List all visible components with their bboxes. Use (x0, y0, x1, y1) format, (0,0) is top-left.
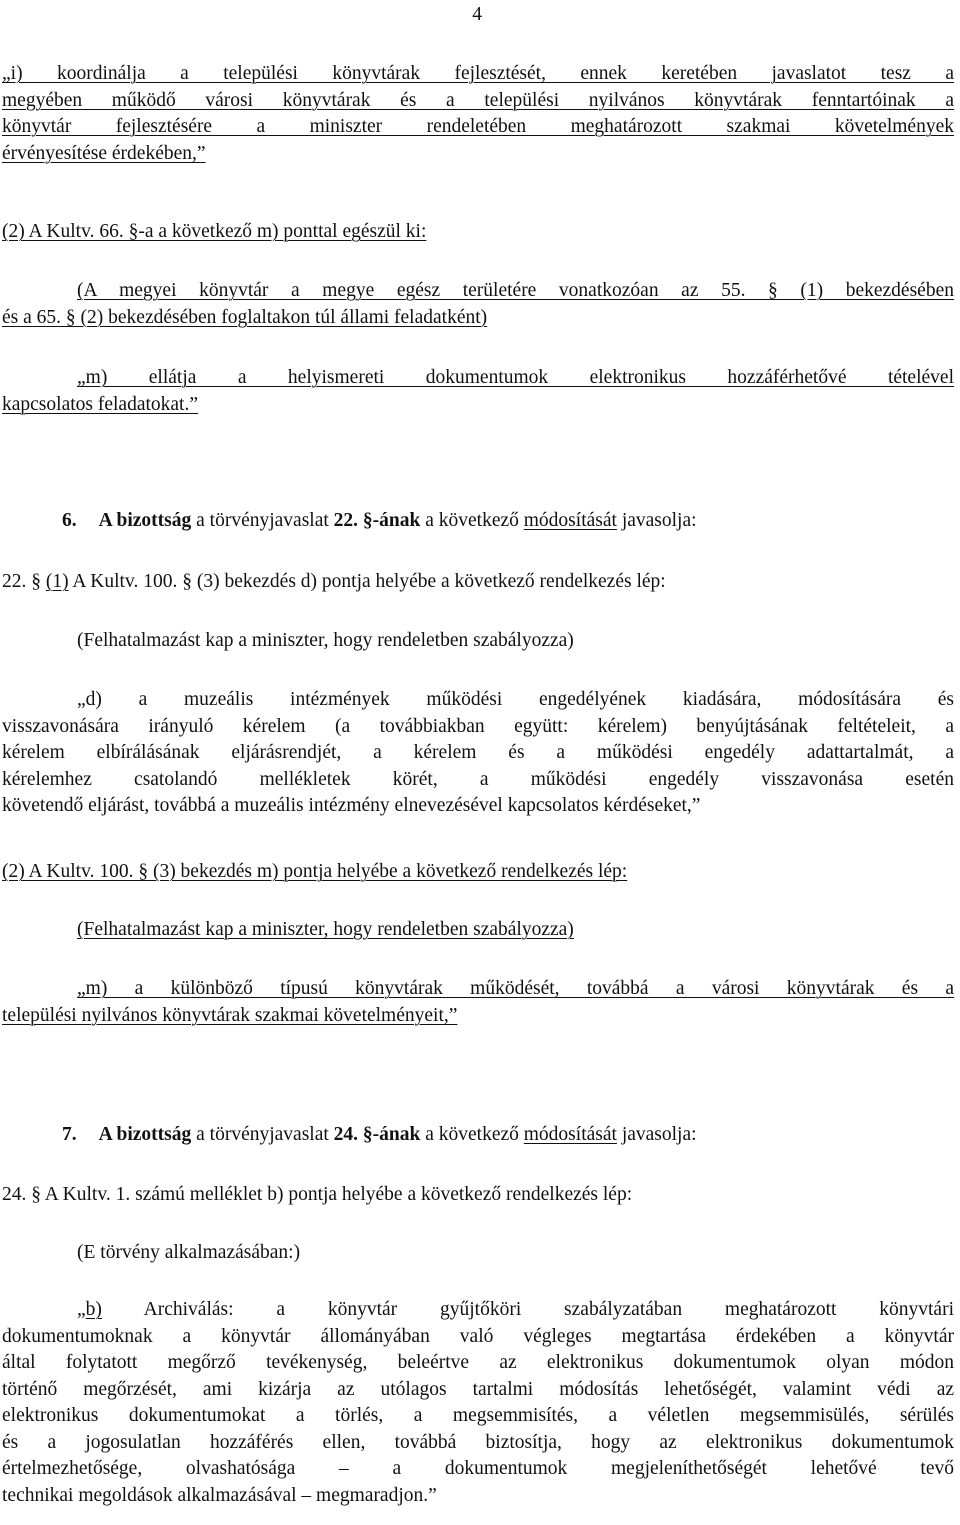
text-line: (2) A Kultv. 66. §-a a következő m) ponttal egészül ki: (2, 221, 427, 242)
item-number: 7. (62, 1124, 77, 1145)
text-line: visszavonására irányuló kérelem (a továbbiakban együtt: kérelem) benyújtásának feltételeit, a (2, 715, 954, 737)
text-line: „m) a különböző típusú könyvtárak működését, továbbá a városi könyvtárak és a (77, 978, 954, 999)
heading-bold: A bizottság (98, 1124, 192, 1145)
text-line: (Felhatalmazást kap a miniszter, hogy rendeletben szabályozza) (77, 630, 574, 651)
text-line: települési nyilvános könyvtárak szakmai követelményeit,” (2, 1004, 458, 1026)
quoted-paragraph-m2 (2, 976, 954, 1029)
text-segment-underlined: (1) (45, 571, 69, 592)
text-segment: 22. § (2, 571, 46, 592)
authorization-context-2 (77, 917, 947, 944)
text-line: „d) a muzeális intézmények működési engedélyének kiadására, módosítására és (77, 689, 954, 710)
text-line: „m) ellátja a helyismereti dokumentumok elektronikus hozzáférhetővé tételével (77, 367, 954, 388)
text-line: és a 65. § (2) bekezdésében foglaltakon túl állami feladatként) (2, 306, 488, 328)
text-line (2, 1297, 954, 1324)
text-segment-underlined: b) (85, 1299, 102, 1320)
heading-text: a következő (420, 1124, 524, 1145)
text-line: kérelemhez csatolandó mellékletek körét, a működési engedély visszavonása esetén (2, 768, 954, 790)
heading-bold: 22. (333, 510, 359, 531)
text-segment: Archiválás: a könyvtár gyűjtőköri szabályzatában meghatározott könyvtári (101, 1299, 954, 1320)
page-number: 4 (472, 4, 482, 25)
amendment-22-1 (2, 569, 954, 596)
text-line: (Felhatalmazást kap a miniszter, hogy rendeletben szabályozza) (77, 919, 574, 940)
text-line: megyében működő városi könyvtárak és a települési nyilvános könyvtárak fenntartóinak a (2, 89, 954, 111)
amendment-paragraph-2 (2, 219, 954, 246)
text-line: érvényesítése érdekében,” (2, 142, 206, 164)
heading-underlined: módosítását (523, 1124, 617, 1145)
context-paragraph (2, 278, 954, 331)
text-segment: „ (77, 1299, 86, 1320)
quoted-paragraph-i (2, 61, 954, 167)
heading-text: a következő (420, 510, 524, 531)
definition-context (77, 1240, 947, 1267)
heading-bold: 24. (333, 1124, 359, 1145)
quoted-paragraph-d (2, 687, 954, 820)
text-line: technikai megoldások alkalmazásával – megmaradjon.” (2, 1484, 437, 1506)
text-line: könyvtár fejlesztésére a miniszter rendeletében meghatározott szakmai követelmények (2, 116, 954, 137)
text-line: által folytatott megőrző tevékenység, beleértve az elektronikus dokumentumok olyan módon (2, 1352, 954, 1373)
text-line: kérelem elbírálásának eljárásrendjét, a kérelem és a működési engedély adattartalmát, a (2, 742, 954, 763)
text-line: és a jogosulatlan hozzáférés ellen, továbbá biztosítja, hogy az elektronikus dokumentumok (2, 1431, 954, 1453)
item-7-heading (62, 1122, 942, 1149)
text-line: követendő eljárást, továbbá a muzeális intézmény elnevezésével kapcsolatos kérdéseket,” (2, 795, 701, 816)
heading-text: javasolja: (616, 1124, 697, 1145)
text-line: kapcsolatos feladatokat.” (2, 393, 198, 415)
item-6-heading (62, 508, 942, 535)
text-line: (E törvény alkalmazásában:) (77, 1242, 301, 1263)
authorization-context-1 (77, 628, 947, 655)
text-segment: A Kultv. 100. § (3) bekezdés d) pontja helyébe a következő rendelkezés lép: (68, 571, 666, 592)
heading-text: javasolja: (616, 510, 697, 531)
text-line: „i) koordinálja a települési könyvtárak fejlesztését, ennek keretében javaslatot tesz a (2, 63, 954, 84)
heading-bold: A bizottság (98, 510, 192, 531)
quoted-paragraph-b (2, 1297, 954, 1509)
item-number: 6. (62, 510, 77, 531)
text-line: történő megőrzését, ami kizárja az utólagos tartalmi módosítás lehetőségét, valamint védi az (2, 1378, 954, 1400)
heading-bold: §-ának (362, 1124, 421, 1145)
text-line: 24. § A Kultv. 1. számú melléklet b) pontja helyébe a következő rendelkezés lép: (2, 1184, 633, 1205)
heading-bold: §-ának (362, 510, 421, 531)
text-line: (2) A Kultv. 100. § (3) bekezdés m) pontja helyébe a következő rendelkezés lép: (2, 861, 628, 882)
quoted-paragraph-m (2, 365, 954, 418)
amendment-22-2 (2, 859, 954, 886)
text-line: dokumentumoknak a könyvtár állományában való végleges megtartása érdekében a könyvtár (2, 1325, 954, 1347)
text-line: (A megyei könyvtár a megye egész területére vonatkozóan az 55. § (1) bekezdésében (77, 280, 954, 301)
heading-text: a törvényjavaslat (191, 1124, 334, 1145)
amendment-24 (2, 1182, 954, 1209)
text-line: elektronikus dokumentumokat a törlés, a megsemmisítés, a véletlen megsemmisülés, sérülés (2, 1405, 954, 1426)
heading-underlined: módosítását (523, 510, 617, 531)
text-line: értelmezhetősége, olvashatósága – a dokumentumok megjeleníthetőségét lehetővé tevő (2, 1458, 954, 1479)
heading-text: a törvényjavaslat (191, 510, 334, 531)
